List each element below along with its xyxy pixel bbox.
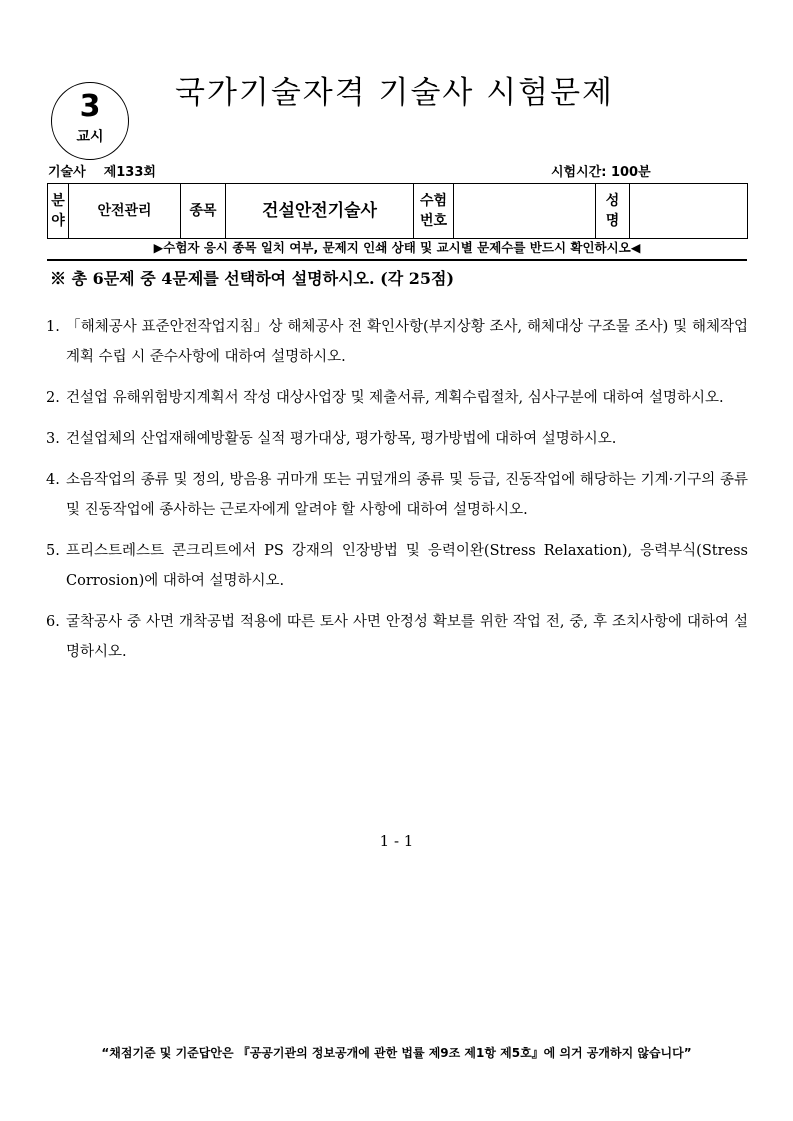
exam-notice: ▶수험자 응시 종목 일치 여부, 문제지 인쇄 상태 및 교시별 문제수를 반드시 확인하시오◀ [153, 240, 641, 255]
question-number: 6. [46, 614, 60, 630]
question-list [46, 312, 748, 678]
question-number: 5. [46, 543, 60, 559]
page-number: 1 - 1 [379, 832, 414, 850]
question-text: 프리스트레스트 콘크리트에서 PS 강재의 인장방법 및 응력이완(Stress Relaxation), 응력부식(Stress Corrosion)에 대하여 설명하시오. [66, 543, 748, 589]
period-badge [51, 82, 129, 160]
exam-session: 제133회 [103, 165, 156, 180]
question-number: 1. [46, 319, 60, 335]
exam-number-label: 수험 번호 [414, 184, 454, 239]
question-item [46, 607, 748, 667]
period-number: 3 [79, 89, 101, 124]
page-title: 국가기술자격 기술사 시험문제 [175, 75, 615, 111]
question-number: 4. [46, 472, 60, 488]
question-item [46, 424, 748, 454]
period-label: 교시 [76, 129, 104, 145]
question-item [46, 536, 748, 596]
footer-disclaimer: “채점기준 및 기준답안은 『공공기관의 정보공개에 관한 법률 제9조 제1항 제5호』에 의거 공개하지 않습니다” [101, 1046, 692, 1060]
question-text: 건설업체의 산업재해예방활동 실적 평가대상, 평가항목, 평가방법에 대하여 설명하시오. [66, 431, 617, 447]
instruction: ※ 총 6문제 중 4문제를 선택하여 설명하시오. (각 25점) [50, 269, 455, 288]
field-value: 안전관리 [69, 184, 181, 239]
question-item [46, 383, 748, 413]
question-text: 「해체공사 표준안전작업지침」상 해체공사 전 확인사항(부지상황 조사, 해체대상 구조물 조사) 및 해체작업계획 수립 시 준수사항에 대하여 설명하시오. [66, 319, 748, 365]
exam-time: 시험시간: 100분 [551, 165, 651, 180]
item-label: 종목 [181, 184, 226, 239]
question-item [46, 465, 748, 525]
name-field[interactable] [630, 184, 748, 239]
question-text: 소음작업의 종류 및 정의, 방음용 귀마개 또는 귀덮개의 종류 및 등급, 진동작업에 해당하는 기계·기구의 종류 및 진동작업에 종사하는 근로자에게 알려야 할 사항에 대하여 설명하시오. [66, 472, 748, 518]
question-text: 굴착공사 중 사면 개착공법 적용에 따른 토사 사면 안정성 확보를 위한 작업 전, 중, 후 조치사항에 대하여 설명하시오. [66, 614, 748, 660]
exam-category: 기술사 [48, 165, 86, 180]
divider [47, 259, 747, 261]
exam-number-field[interactable] [454, 184, 596, 239]
field-label: 분 야 [48, 184, 69, 239]
question-number: 3. [46, 431, 60, 447]
name-label: 성 명 [596, 184, 630, 239]
question-item [46, 312, 748, 372]
question-number: 2. [46, 390, 60, 406]
exam-info-table [47, 183, 748, 239]
exam-meta-left [48, 163, 156, 183]
item-value: 건설안전기술사 [226, 184, 414, 239]
question-text: 건설업 유해위험방지계획서 작성 대상사업장 및 제출서류, 계획수립절차, 심사구분에 대하여 설명하시오. [66, 390, 724, 406]
